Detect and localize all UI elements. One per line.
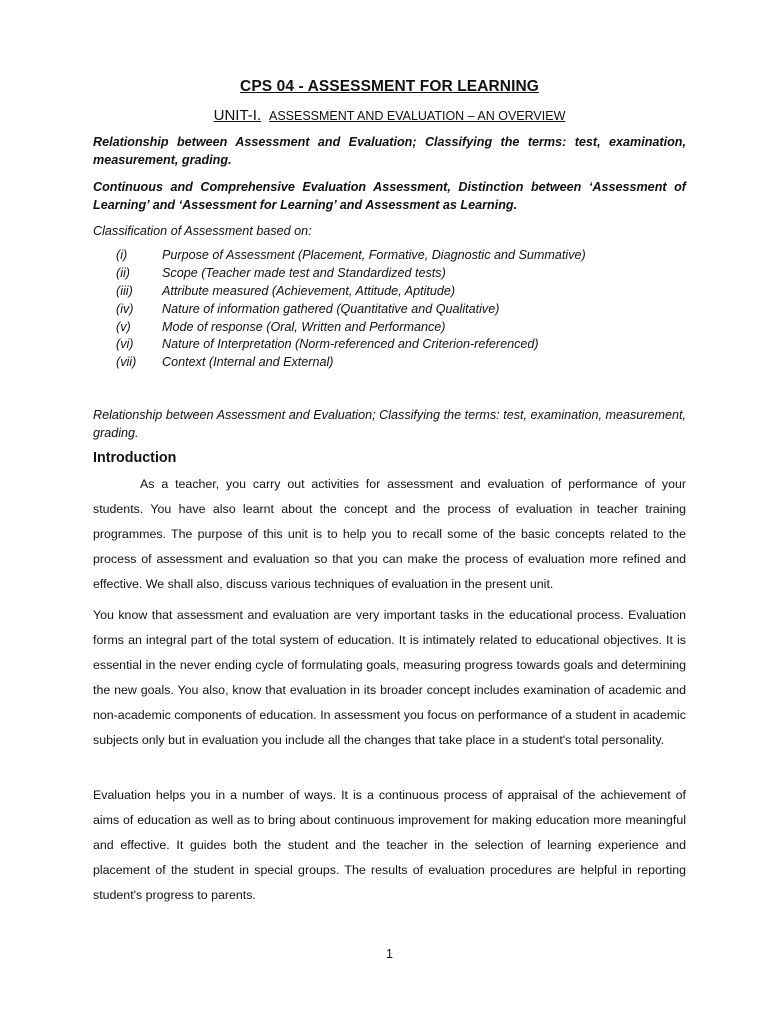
body-paragraph: Evaluation helps you in a number of ways. It is a continuous process of appraisal of the achievement of aims of education as well as to bring about continuous improvement for making education more meaningful and effective. It guides both the student and the teacher in the selection of learning experience and placement of the student in special groups. The results of evaluation procedures are helpful in reporting student's progress to parents.	[93, 788, 686, 902]
list-item	[116, 265, 586, 283]
list-item-number: (v)	[116, 319, 131, 334]
unit-title: ASSESSMENT AND EVALUATION – AN OVERVIEW	[269, 109, 566, 123]
list-item	[116, 336, 586, 354]
list-item-text: Mode of response (Oral, Written and Performance)	[162, 319, 446, 334]
list-item-number: (vii)	[116, 355, 137, 370]
introduction-heading: Introduction	[93, 450, 177, 466]
list-item-number: (iv)	[116, 301, 134, 316]
list-item-number: (iii)	[116, 283, 133, 298]
syllabus-topic-2: Continuous and Comprehensive Evaluation Assessment, Distinction between ‘Assessment of Learning’ and ‘Assessment for Learning’ and Assessment as Learning.	[93, 180, 686, 212]
unit-heading	[93, 107, 686, 124]
list-item	[116, 319, 586, 337]
list-item-text: Nature of information gathered (Quantitative and Qualitative)	[162, 301, 500, 316]
list-item	[116, 247, 586, 265]
list-item-text: Context (Internal and External)	[162, 355, 334, 370]
body-paragraph: You know that assessment and evaluation are very important tasks in the educational process. Evaluation forms an integral part of the total system of education. It is intimately related to educational objectives. It is essential in the never ending cycle of formulating goals, measuring progress towards goals and determining the new goals. You also, know that evaluation in its broader concept includes examination of academic and non-academic components of education. In assessment you focus on performance of a student in academic subjects only but in evaluation you include all the changes that take place in a student's total personality.	[93, 608, 686, 747]
list-item	[116, 301, 586, 319]
classification-list	[116, 247, 586, 372]
relationship-repeat: Relationship between Assessment and Evaluation; Classifying the terms: test, examination, measurement, grading.	[93, 408, 686, 440]
list-item-text: Attribute measured (Achievement, Attitude, Aptitude)	[162, 283, 456, 298]
classification-intro: Classification of Assessment based on:	[93, 224, 312, 238]
syllabus-topic-1: Relationship between Assessment and Evaluation; Classifying the terms: test, examination, measurement, grading.	[93, 135, 686, 167]
list-item-number: (i)	[116, 248, 128, 262]
list-item	[116, 354, 586, 372]
list-item-number: (ii)	[116, 265, 130, 280]
page-number: 1	[386, 947, 393, 961]
unit-label: UNIT-I.	[213, 107, 262, 124]
list-item-text: Nature of Interpretation (Norm-referenced and Criterion-referenced)	[162, 337, 539, 352]
document-page	[93, 0, 686, 1024]
list-item-text: Scope (Teacher made test and Standardized tests)	[162, 265, 446, 280]
document-title: CPS 04 - ASSESSMENT FOR LEARNING	[240, 78, 539, 95]
list-item-text: Purpose of Assessment (Placement, Formative, Diagnostic and Summative)	[162, 248, 586, 262]
list-item	[116, 283, 586, 301]
list-item-number: (vi)	[116, 337, 134, 352]
body-paragraph: As a teacher, you carry out activities for assessment and evaluation of performance of your students. You have also learnt about the concept and the process of evaluation in teacher training programmes. The purpose of this unit is to help you to recall some of the basic concepts related to the process of assessment and evaluation so that you can make the process of evaluation more refined and effective. We shall also, discuss various techniques of evaluation in the present unit.	[93, 477, 686, 591]
